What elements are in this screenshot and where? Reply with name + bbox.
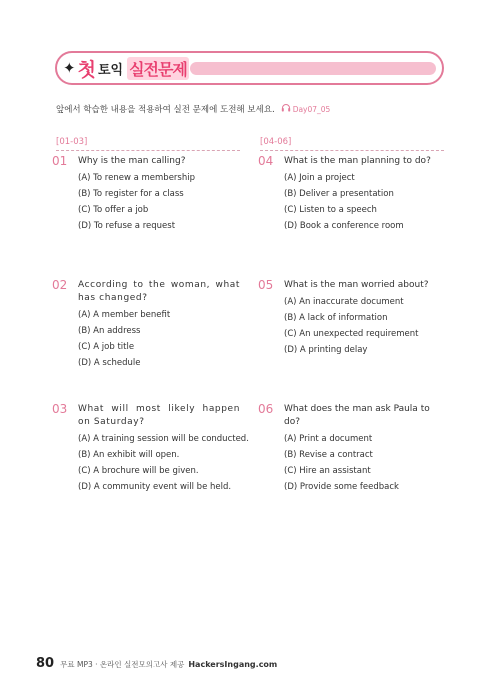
answer-option[interactable]: (B) An exhibit will open. [78,450,180,460]
sparkle-icon: ✦ [63,59,76,77]
question-text: What does the man ask Paula to do? [284,404,430,427]
section-range-left: [01-03] [56,137,88,147]
question-text: Why is the man calling? [78,156,186,166]
question-number: 04 [258,154,274,168]
question-01 [52,154,240,232]
question-number: 06 [258,402,274,416]
answer-option[interactable]: (B) Revise a contract [284,450,373,460]
answer-option[interactable]: (A) A training session will be conducted. [78,434,249,444]
banner-stripe [190,62,436,75]
headphone-icon[interactable] [281,103,291,115]
answer-option[interactable]: (C) Listen to a speech [284,205,377,215]
question-text: What is the man worried about? [284,280,429,290]
answer-option[interactable]: (A) Print a document [284,434,373,444]
question-06 [258,402,446,493]
answer-option[interactable]: (B) A lack of information [284,313,388,323]
footer-text: 무료 MP3 · 온라인 실전모의고사 제공 [60,660,185,669]
page-number: 80 [36,656,55,671]
answer-option[interactable]: (A) A member benefit [78,310,171,320]
answer-option[interactable]: (D) A printing delay [284,345,368,355]
question-number: 02 [52,278,68,292]
banner-title-practice: 실전문제 [127,57,189,80]
title-banner [55,51,444,85]
answer-option[interactable]: (C) An unexpected requirement [284,329,419,339]
answer-option[interactable]: (A) To renew a membership [78,173,195,183]
question-text: What is the man planning to do? [284,156,431,166]
section-range-right: [04-06] [260,137,292,147]
page-footer [36,656,277,671]
audio-track-label[interactable]: Day07_05 [292,104,331,114]
question-text: What will most likely happen on Saturday? [78,404,240,427]
question-05 [258,278,446,356]
instruction-line [56,103,330,115]
answer-option[interactable]: (C) A job title [78,342,135,352]
question-text: According to the woman, what has changed? [78,280,240,303]
question-number: 03 [52,402,68,416]
section-divider-right [260,150,444,151]
banner-title [63,55,189,81]
question-number: 01 [52,154,68,168]
question-number: 05 [258,278,274,292]
answer-option[interactable]: (D) A community event will be held. [78,482,232,492]
banner-title-first: 첫 [77,58,95,81]
answer-option[interactable]: (B) An address [78,326,141,336]
banner-title-toeic: 토익 [97,62,124,78]
answer-option[interactable]: (D) To refuse a request [78,221,176,231]
instruction-text: 앞에서 학습한 내용을 적용하여 실전 문제에 도전해 보세요. [56,105,275,115]
question-04 [258,154,446,232]
section-divider-left [56,150,240,151]
answer-option[interactable]: (B) Deliver a presentation [284,189,394,199]
footer-site-link[interactable]: HackersIngang.com [188,660,278,669]
answer-option[interactable]: (C) A brochure will be given. [78,466,199,476]
question-02 [52,278,240,369]
answer-option[interactable]: (A) An inaccurate document [284,297,404,307]
answer-option[interactable]: (D) A schedule [78,358,141,368]
answer-option[interactable]: (C) To offer a job [78,205,149,215]
answer-option[interactable]: (B) To register for a class [78,189,184,199]
question-03 [52,402,249,493]
answer-option[interactable]: (C) Hire an assistant [284,466,371,476]
answer-option[interactable]: (D) Book a conference room [284,221,404,231]
answer-option[interactable]: (D) Provide some feedback [284,482,399,492]
answer-option[interactable]: (A) Join a project [284,173,355,183]
